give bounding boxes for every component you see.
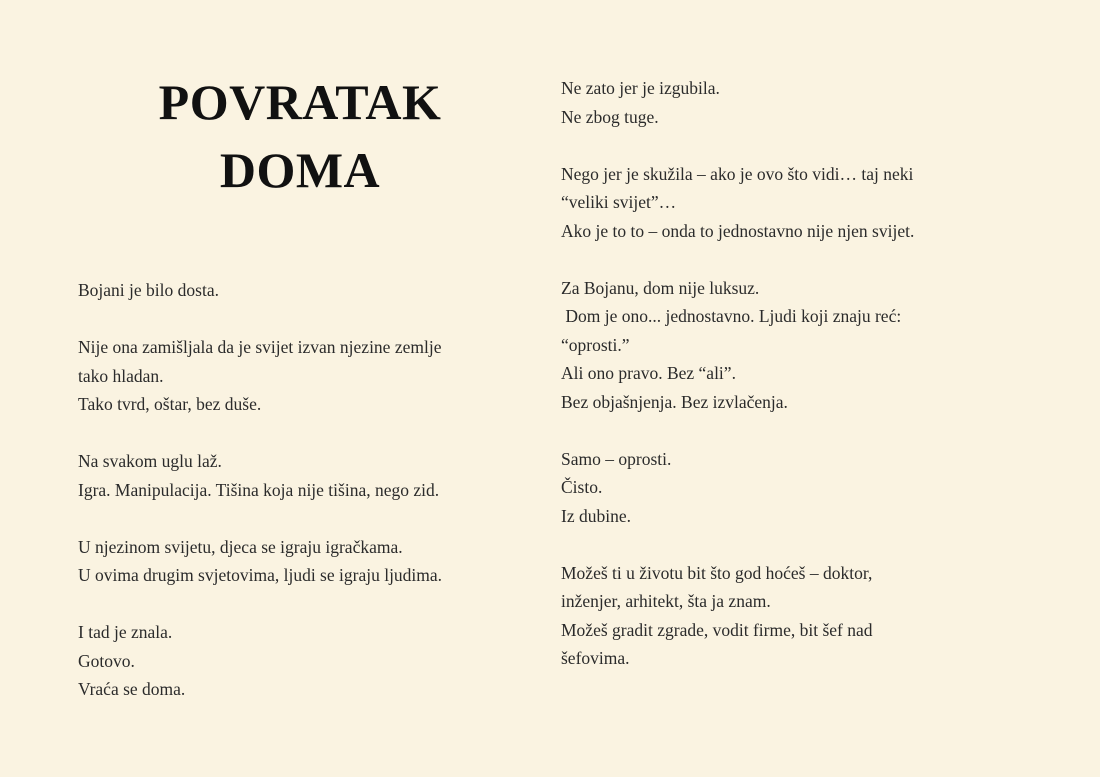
paragraph — [78, 276, 538, 305]
title-line-2: DOMA — [219, 142, 381, 198]
paragraph-gap — [78, 590, 538, 619]
text-line: Iz dubine. — [561, 505, 631, 526]
text-line: Ne zbog tuge. — [561, 106, 659, 127]
paragraph — [78, 333, 538, 419]
left-text-column — [78, 276, 538, 704]
text-line: Dom je ono... jednostavno. Ljudi koji znaju reć: — [561, 306, 902, 326]
text-line: Vraća se doma. — [78, 679, 186, 699]
text-line: Nije ona zamišljala da je svijet izvan njezine zemlje — [78, 337, 442, 357]
text-line: Za Bojanu, dom nije luksuz. — [561, 277, 760, 298]
text-line: Čisto. — [561, 477, 603, 497]
paragraph-gap — [78, 504, 538, 533]
text-line: Igra. Manipulacija. Tišina koja nije tišina, nego zid. — [78, 479, 440, 500]
text-line: Tako tvrd, oštar, bez duše. — [78, 394, 262, 414]
title-line-1: POVRATAK — [158, 74, 442, 130]
text-line: Samo – oprosti. — [561, 448, 672, 469]
text-line: Možeš gradit zgrade, vodit firme, bit šef nad — [561, 619, 873, 640]
text-line: tako hladan. — [78, 365, 164, 386]
text-line: Ne zato jer je izgubila. — [561, 78, 720, 98]
text-line: Možeš ti u životu bit što god hoćeš – doktor, — [561, 562, 873, 583]
text-line: U njezinom svijetu, djeca se igraju igračkama. — [78, 536, 403, 557]
text-line: Gotovo. — [78, 650, 135, 671]
text-line: Bojani je bilo dosta. — [78, 280, 219, 300]
right-text-column — [561, 74, 1031, 673]
paragraph-gap — [561, 416, 1031, 445]
text-line: Bez objašnjenja. Bez izvlačenja. — [561, 391, 788, 412]
text-line: Ali ono pravo. Bez “ali”. — [561, 363, 736, 383]
paragraph-gap — [78, 305, 538, 334]
text-line: U ovima drugim svjetovima, ljudi se igraju ljudima. — [78, 565, 443, 585]
text-line: “oprosti.” — [561, 334, 630, 355]
paragraph — [561, 274, 1031, 417]
text-line: Ako je to to – onda to jednostavno nije njen svijet. — [561, 220, 915, 241]
text-line: “veliki svijet”… — [561, 192, 677, 212]
paragraph — [561, 74, 1031, 131]
paragraph — [78, 533, 538, 590]
paragraph — [78, 618, 538, 704]
paragraph — [561, 445, 1031, 531]
paragraph-gap — [561, 530, 1031, 559]
text-line: Na svakom uglu laž. — [78, 451, 222, 471]
text-line: šefovima. — [561, 648, 630, 668]
paragraph — [561, 160, 1031, 246]
paragraph — [78, 447, 538, 504]
text-line: Nego jer je skužila – ako je ovo što vidi… taj neki — [561, 163, 914, 184]
paragraph-gap — [78, 419, 538, 448]
text-line: inženjer, arhitekt, šta ja znam. — [561, 591, 771, 611]
paragraph-gap — [561, 131, 1031, 160]
paragraph-gap — [561, 245, 1031, 274]
document-title — [78, 68, 522, 204]
text-line: I tad je znala. — [78, 622, 173, 642]
paragraph — [561, 559, 1031, 673]
